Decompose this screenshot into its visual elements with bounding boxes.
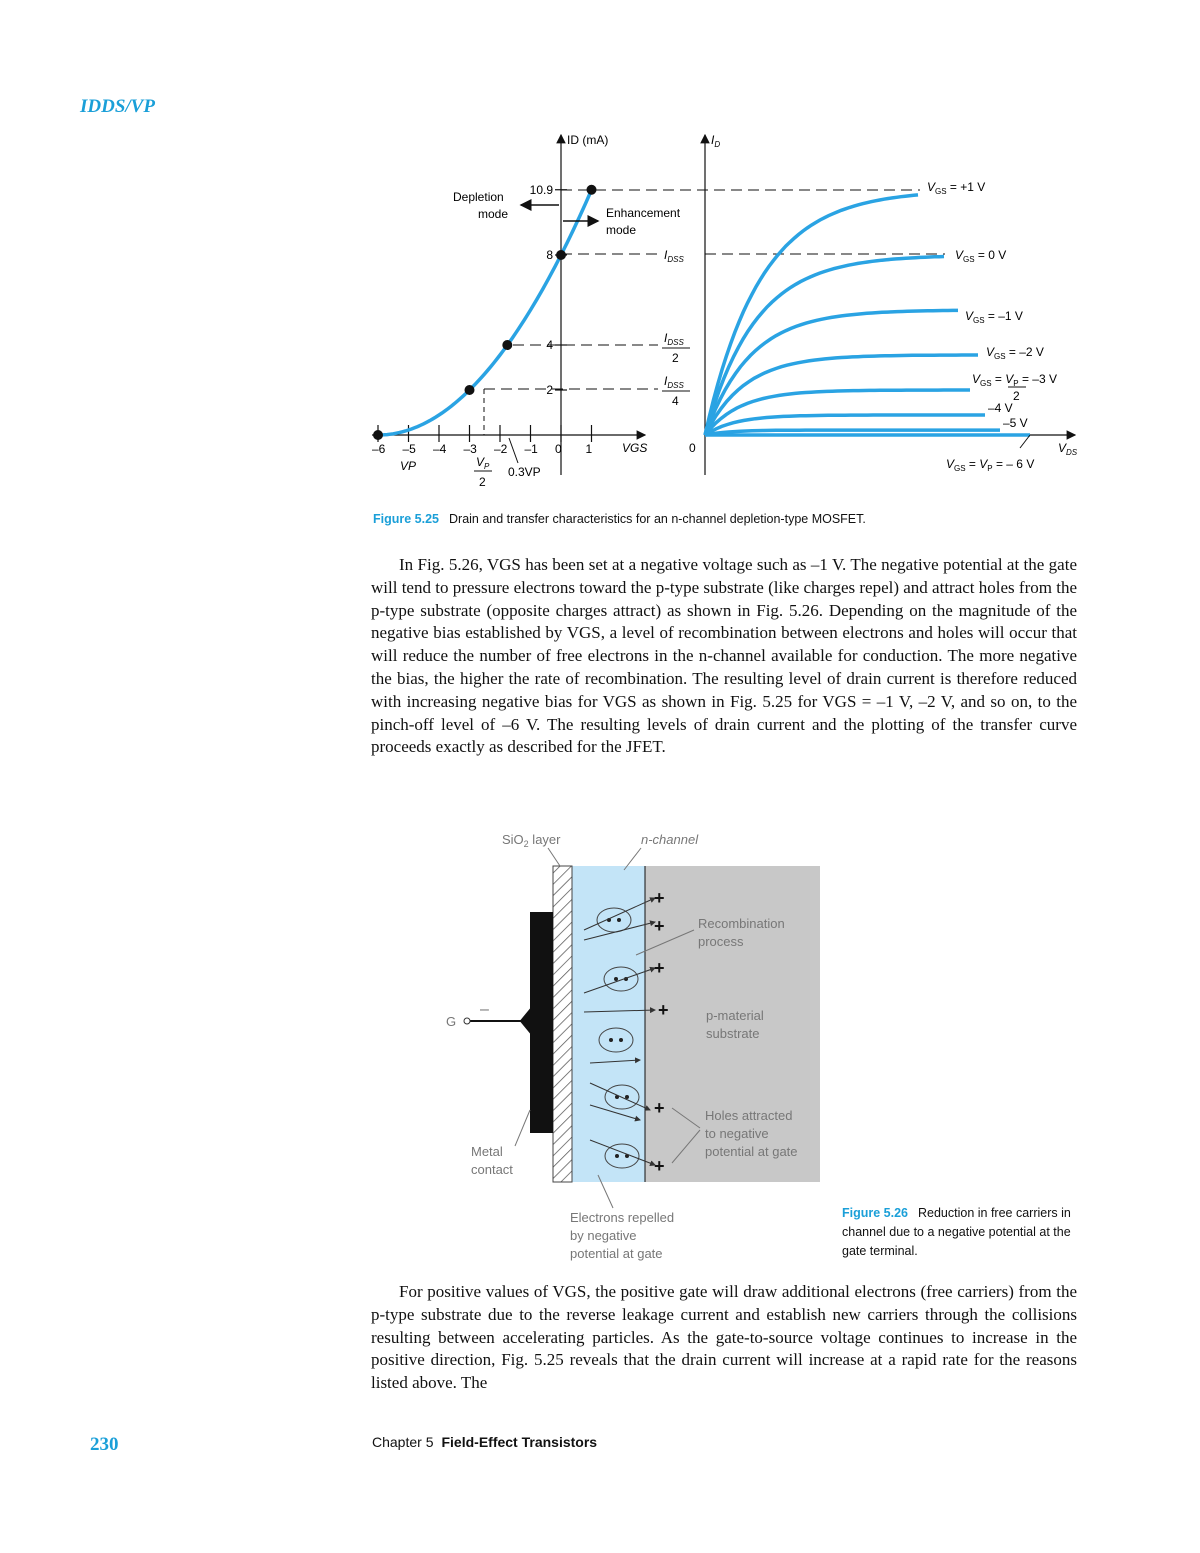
sio2-pointer [548, 848, 560, 866]
transfer-point [465, 385, 475, 395]
gate-lead [470, 1010, 530, 1032]
electron-dot [614, 977, 618, 981]
transfer-curve [378, 190, 592, 435]
idss2-label: $I_{DSS}$ [664, 331, 684, 347]
pmaterial-label-2: substrate [706, 1026, 760, 1041]
metal-label-2: contact [471, 1162, 513, 1177]
idss2-denom: 2 [672, 351, 679, 365]
figure-5-25-caption [373, 512, 866, 526]
metal-label-1: Metal [471, 1144, 503, 1159]
gate-terminal [464, 1018, 470, 1024]
drain-curve [705, 195, 918, 435]
sio2-label: SiO$_2$ layer [502, 832, 561, 849]
hole-plus-icon: + [658, 1000, 669, 1020]
x-tick-label: –5 [402, 442, 416, 456]
electron-dot [615, 1154, 619, 1158]
label-vgs-minus3-denom: 2 [1013, 389, 1020, 403]
depletion-label-2: mode [478, 207, 509, 221]
transfer-points [373, 182, 597, 440]
drain-y-label: $I_D$ [711, 133, 721, 149]
transfer-x-label: VGS [622, 441, 648, 455]
label-vgs-plus1: $V_{GS} = +1$ V [927, 180, 986, 196]
x-tick-label: –1 [524, 442, 538, 456]
paragraph-1 [371, 554, 1077, 759]
hole-plus-icon: + [654, 1098, 665, 1118]
enhancement-label-2: mode [606, 223, 637, 237]
vp2-label: $V_P$ [476, 455, 490, 471]
chapter-title: Field-Effect Transistors [441, 1434, 598, 1450]
label-minus6-pointer [1020, 435, 1030, 448]
figure-5-25-text: Drain and transfer characteristics for an n-channel depletion-type MOSFET. [449, 512, 866, 526]
y-tick-label: 4 [546, 338, 553, 352]
label-vgs-vp: $V_{GS} = V_P$ = – 6 V [946, 457, 1035, 473]
recomb-label-1: Recombination [698, 916, 785, 931]
figure-5-25-number: Figure 5.25 [373, 512, 439, 526]
gate-label: G [446, 1014, 457, 1029]
y-tick-label: 2 [546, 383, 553, 397]
hole-plus-icon: + [654, 916, 665, 936]
y-tick-label: 8 [546, 248, 553, 262]
hole-dot [617, 918, 621, 922]
paragraph-1-text: In Fig. 5.26, VGS has been set at a negative voltage such as –1 V. The negative potential at the gate will tend to pressure electrons toward the p-type substrate (like charges repel) and attract holes from the p-type substrate (opposite charges attract) as shown in Fig. 5.26. Depending on the magnitude of the negative bias established by VGS, a level of recombination between electrons and holes will occur that will reduce the number of free electrons in the n-channel available for conduction. The more negative the bias, the higher the rate of recombination. The resulting level of drain current is therefore reduced with increasing negative bias for VGS as shown in Fig. 5.25 for VGS = –1 V, –2 V, and so on, to the pinch-off level of –6 V. The resulting levels of drain current and the plotting of the transfer curve proceeds exactly as described for the JFET. [371, 555, 1077, 757]
figure-5-26-text: Reduction in free carriers in channel due to a negative potential at the gate terminal. [842, 1206, 1071, 1258]
depletion-label-1: Depletion [453, 190, 504, 204]
label-vgs-minus3: $V_{GS} = V_P = -3$ V [972, 372, 1057, 388]
paragraph-2 [371, 1281, 1077, 1395]
drain-curves [705, 195, 1030, 435]
electrons-label-3: potential at gate [570, 1246, 663, 1261]
y-tick-label: 10.9 [529, 182, 553, 197]
vp03-pointer [509, 438, 518, 463]
hole-dot [619, 1038, 623, 1042]
figure-5-26-number: Figure 5.26 [842, 1206, 908, 1220]
x-tick-label: –4 [433, 442, 447, 456]
metal-pointer [515, 1110, 530, 1146]
x-tick-label: –6 [372, 442, 386, 456]
drain-x-label: $V_{DS}$ [1058, 441, 1078, 457]
holes-label-1: Holes attracted [705, 1108, 793, 1123]
margin-note: IDDS/VP [80, 96, 155, 117]
pmaterial-label-1: p-material [706, 1008, 764, 1023]
chapter-footer [372, 1434, 597, 1450]
drain-curve [705, 355, 978, 435]
electrons-label-2: by negative [570, 1228, 637, 1243]
x-tick-label: 0 [555, 442, 562, 456]
metal-contact [530, 912, 553, 1133]
idss4-label: $I_{DSS}$ [664, 374, 684, 390]
idss4-denom: 4 [672, 394, 679, 408]
transfer-point [587, 185, 597, 195]
hole-plus-icon: + [654, 958, 665, 978]
x-tick-label: –2 [494, 442, 508, 456]
figure-5-26 [415, 828, 835, 1263]
holes-label-3: potential at gate [705, 1144, 798, 1159]
transfer-y-label: ID (mA) [567, 133, 609, 147]
x-tick-label: 1 [585, 442, 593, 456]
sio2-layer [553, 866, 572, 1182]
nchannel-label: n-channel [641, 832, 699, 847]
idss-label: $I_{DSS}$ [664, 248, 684, 264]
n-channel-region [572, 866, 645, 1182]
holes-label-2: to negative [705, 1126, 769, 1141]
label-vgs-minus2: $V_{GS} = -2$ V [986, 345, 1044, 361]
page-number: 230 [90, 1434, 119, 1455]
drain-curve [705, 390, 970, 435]
vp2-denom: 2 [479, 475, 486, 489]
hole-plus-icon: + [654, 1156, 665, 1176]
hole-dot [625, 1095, 629, 1099]
label-vgs-0: $V_{GS} = 0$ V [955, 248, 1007, 264]
hole-plus-icon: + [654, 888, 665, 908]
figure-5-26-caption [842, 1204, 1082, 1261]
vp03-label: 0.3VP [508, 465, 541, 479]
electron-dot [609, 1038, 613, 1042]
transfer-point [502, 340, 512, 350]
figure-5-25 [360, 125, 1090, 500]
label-minus4: –4 V [988, 401, 1013, 415]
recomb-label-2: process [698, 934, 744, 949]
drain-curve [705, 257, 944, 436]
label-minus5: –5 V [1003, 416, 1028, 430]
electrons-label-1: Electrons repelled [570, 1210, 675, 1225]
label-vgs-minus1: $V_{GS} = -1$ V [965, 309, 1023, 325]
gate-sign: – [480, 1001, 489, 1018]
paragraph-2-text: For positive values of VGS, the positive gate will draw additional electrons (free carriers) from the p-type substrate due to the reverse leakage current and establish new carriers through the collisions resulting between accelerating particles. As the gate-to-source voltage continues to increase in the positive direction, Fig. 5.25 reveals that the drain current will increase at a rapid rate for the reasons listed above. The [371, 1282, 1077, 1393]
enhancement-label-1: Enhancement [606, 206, 681, 220]
chapter-number: Chapter 5 [372, 1434, 434, 1450]
transfer-point [556, 250, 566, 260]
drain-origin: 0 [689, 441, 696, 455]
transfer-point [373, 430, 383, 440]
x-tick-label: –3 [463, 442, 477, 456]
vp-label: VP [400, 459, 417, 473]
